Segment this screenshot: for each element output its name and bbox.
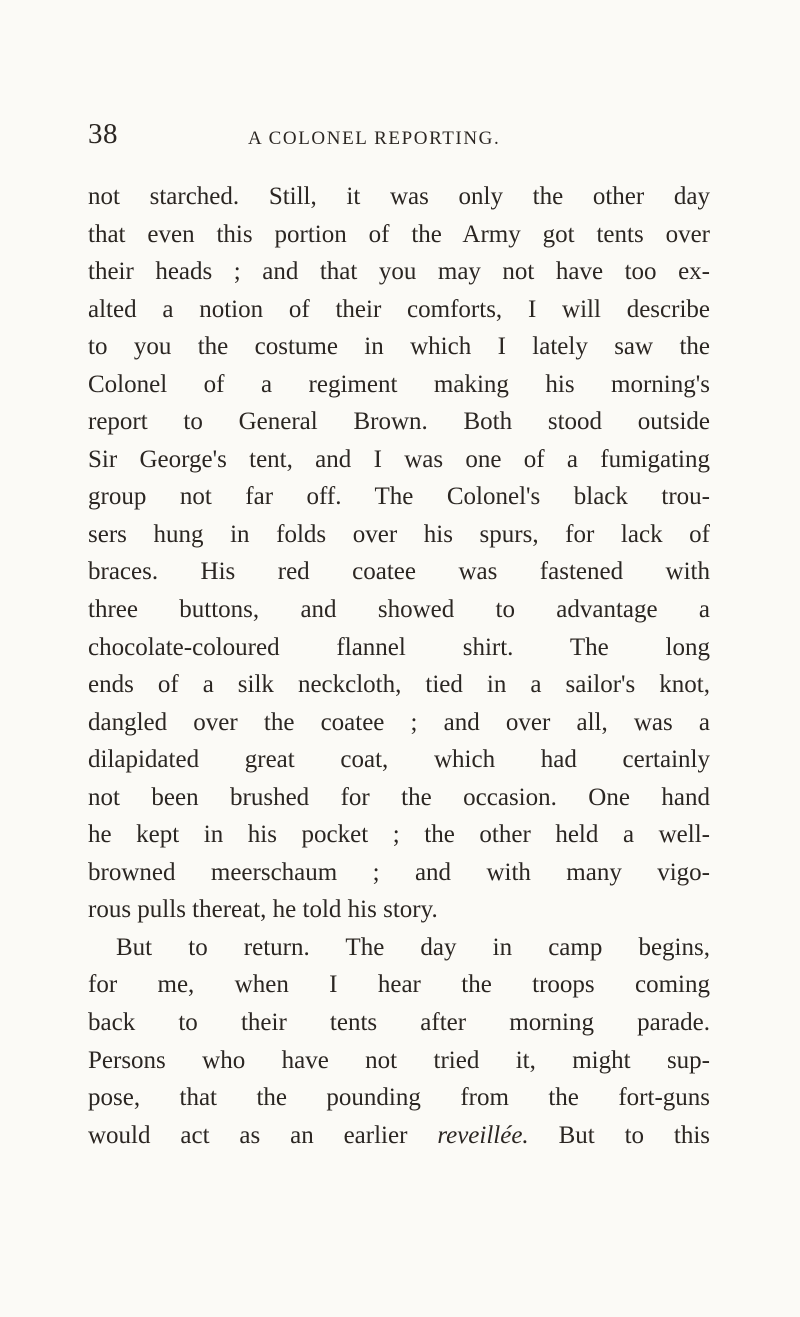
text-line: back to their tents after morning parade. [88,1009,710,1037]
text-line: group not far off. The Colonel's black trou- [88,483,710,511]
body-text [88,178,710,1154]
text-line: sers hung in folds over his spurs, for lack of [88,520,710,548]
running-title: A COLONEL REPORTING. [248,128,501,149]
text-line: chocolate-coloured flannel shirt. The long [88,633,710,661]
text-line: Colonel of a regiment making his morning's [88,370,710,398]
text-line: for me, when I hear the troops coming [88,971,710,999]
running-head [88,118,728,158]
text-line: braces. His red coatee was fastened with [88,558,710,586]
text-line: Persons who have not tried it, might sup- [88,1046,710,1074]
text-line: their heads ; and that you may not have too ex- [88,258,710,286]
text-line: report to General Brown. Both stood outside [88,408,710,436]
text-fragment: would act as an earlier [88,1121,408,1149]
text-line: not been brushed for the occasion. One hand [88,783,710,811]
text-line: Sir George's tent, and I was one of a fumigating [88,445,710,473]
text-line: not starched. Still, it was only the other day [88,183,710,210]
text-line: alted a notion of their comforts, I will describe [88,295,710,323]
page-number: 38 [88,118,118,150]
text-line: ends of a silk neckcloth, tied in a sailor's knot, [88,671,710,699]
text-line: pose, that the pounding from the fort-guns [88,1084,710,1112]
text-line: that even this portion of the Army got tents over [88,220,710,248]
text-line: rous pulls thereat, he told his story. [88,896,438,924]
text-line-final [88,1117,710,1155]
text-fragment: But to this [558,1121,711,1149]
text-line: dilapidated great coat, which had certainly [88,746,710,774]
text-line: But to return. The day in camp begins, [116,933,710,961]
italic-word: reveillée. [437,1121,529,1149]
text-line: to you the costume in which I lately saw the [88,333,710,361]
text-line: browned meerschaum ; and with many vigo- [88,858,710,886]
text-line: three buttons, and showed to advantage a [88,596,710,624]
text-line: dangled over the coatee ; and over all, was a [88,708,710,736]
text-line: he kept in his pocket ; the other held a well- [88,821,710,849]
